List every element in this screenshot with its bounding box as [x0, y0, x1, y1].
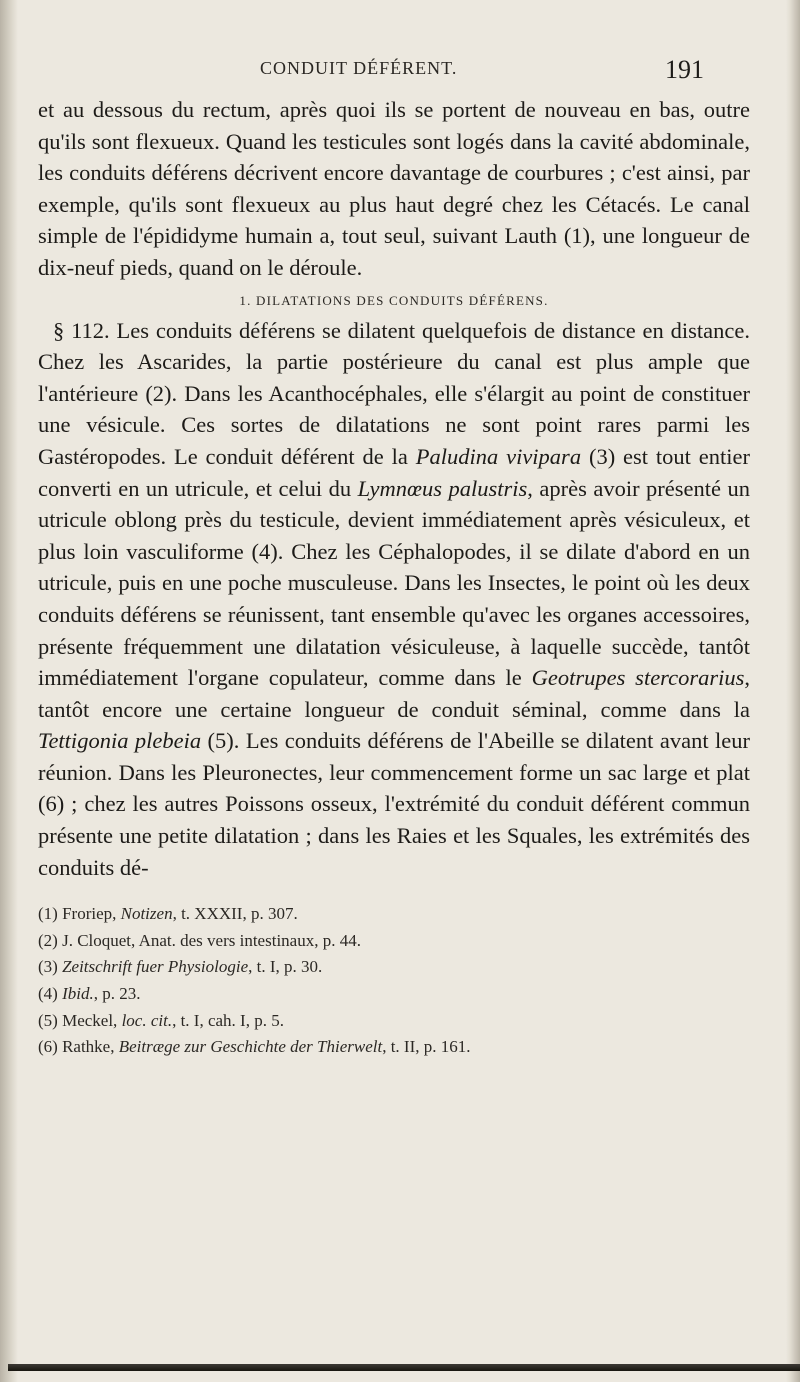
footnote-work-title: Beitræge zur Geschichte der Thierwelt	[118, 1037, 383, 1057]
footnote-work-title: loc. cit.	[121, 1010, 173, 1030]
species-name: Paludina vivipara	[415, 443, 582, 469]
page-edge-shadow	[786, 0, 800, 1382]
text-run: (3) est tout entier converti en un utricule, et celui du	[38, 443, 751, 501]
page-number: 191	[665, 55, 704, 84]
footnote-text: Froriep,	[62, 904, 121, 924]
paragraph-intro: et au dessous du rectum, après quoi ils se portent de nouveau en bas, outre qu'ils sont flexueux. Quand les testicules sont logés dans la cavité abdominale, les conduits déférens décrivent encore davantage de courbures ; c'est ainsi, par exemple, qu'ils sont flexueux au plus haut degré chez les Cétacés. Le canal simple de l'épididyme humain a, tout seul, suivant Lauth (1), une longueur de dix-neuf pieds, quand on le déroule.	[38, 97, 750, 280]
species-name: Lymnœus palustris	[357, 475, 528, 501]
page-binding-shadow	[0, 0, 18, 1382]
footnote-work-title: Notizen	[120, 904, 173, 924]
paragraph-section-112	[38, 315, 750, 884]
text-run: (5). Les conduits déférens de l'Abeille se dilatent avant leur réunion. Dans les Pleuronectes, leur commencement forme un sac large et plat (6) ; chez les autres Poissons osseux, l'extrémité du conduit déférent commun présente une petite dilatation ; dans les Raies et les Squales, les extrémités des conduits dé-	[38, 728, 750, 880]
footnote	[38, 928, 750, 955]
footnote-number: (1)	[38, 904, 58, 924]
footnote-work-title: Ibid.	[62, 984, 94, 1004]
footnote-text: , p. 23.	[93, 984, 141, 1004]
text-run: , tantôt encore une certaine longueur de conduit séminal, comme dans la	[38, 665, 750, 722]
footnote-number: (5)	[38, 1010, 58, 1030]
footnote-text: Meckel,	[62, 1010, 122, 1030]
footnote-text: , t. I, cah. I, p. 5.	[172, 1010, 284, 1030]
footnote-work-title: Zeitschrift fuer Physiologie	[62, 957, 249, 977]
page-content	[38, 55, 751, 1061]
footnote-text: , t. XXXII, p. 307.	[172, 904, 298, 924]
footnote-text: J. Cloquet, Anat. des vers intestinaux, p. 44.	[62, 930, 361, 950]
footnote-text: , t. II, p. 161.	[382, 1037, 471, 1057]
page-bottom-edge	[8, 1364, 800, 1371]
page-header	[38, 55, 750, 94]
running-head: CONDUIT DÉFÉRENT.	[260, 58, 458, 78]
footnote-number: (3)	[38, 957, 58, 977]
text-run: , après avoir présenté un utricule oblong près du testicule, devient immédiatement après vésiculeux, et plus loin vasculiforme (4). Chez les Céphalopodes, il se dilate d'abord en un utricule, puis en une poche musculeuse. Dans les Insectes, le point où les deux conduits déférens se réunissent, tant ensemble qu'avec les organes accessoires, présente fréquemment une dilatation vésiculeuse, à laquelle succède, tantôt immédiatement l'organe copulateur, comme dans le	[38, 475, 750, 691]
footnote	[38, 901, 750, 928]
section-heading: 1. DILATATIONS DES CONDUITS DÉFÉRENS.	[239, 292, 549, 308]
footnote	[38, 1034, 750, 1061]
footnote	[38, 1008, 750, 1035]
footnote-number: (4)	[38, 984, 58, 1004]
species-name: Tettigonia plebeia	[38, 728, 202, 754]
footnote	[38, 981, 750, 1008]
footnote-text: , t. I, p. 30.	[248, 957, 323, 977]
footnote	[38, 954, 750, 981]
species-name: Geotrupes stercorarius	[531, 665, 745, 691]
footnote-number: (2)	[38, 930, 58, 950]
footnote-number: (6)	[38, 1037, 58, 1057]
footnotes	[38, 901, 750, 1061]
text-run: § 112. Les conduits déférens se dilatent quelquefois de distance en distance. Chez les Ascarides, la partie postérieure du canal est plus ample que l'antérieure (2). Dans les Acanthocéphales, elle s'élargit au point de constituer une vésicule. Ces sortes de dilatations ne sont point rares parmi les Gastéropodes. Le conduit déférent de la	[38, 317, 750, 469]
footnote-text: Rathke,	[62, 1037, 119, 1057]
